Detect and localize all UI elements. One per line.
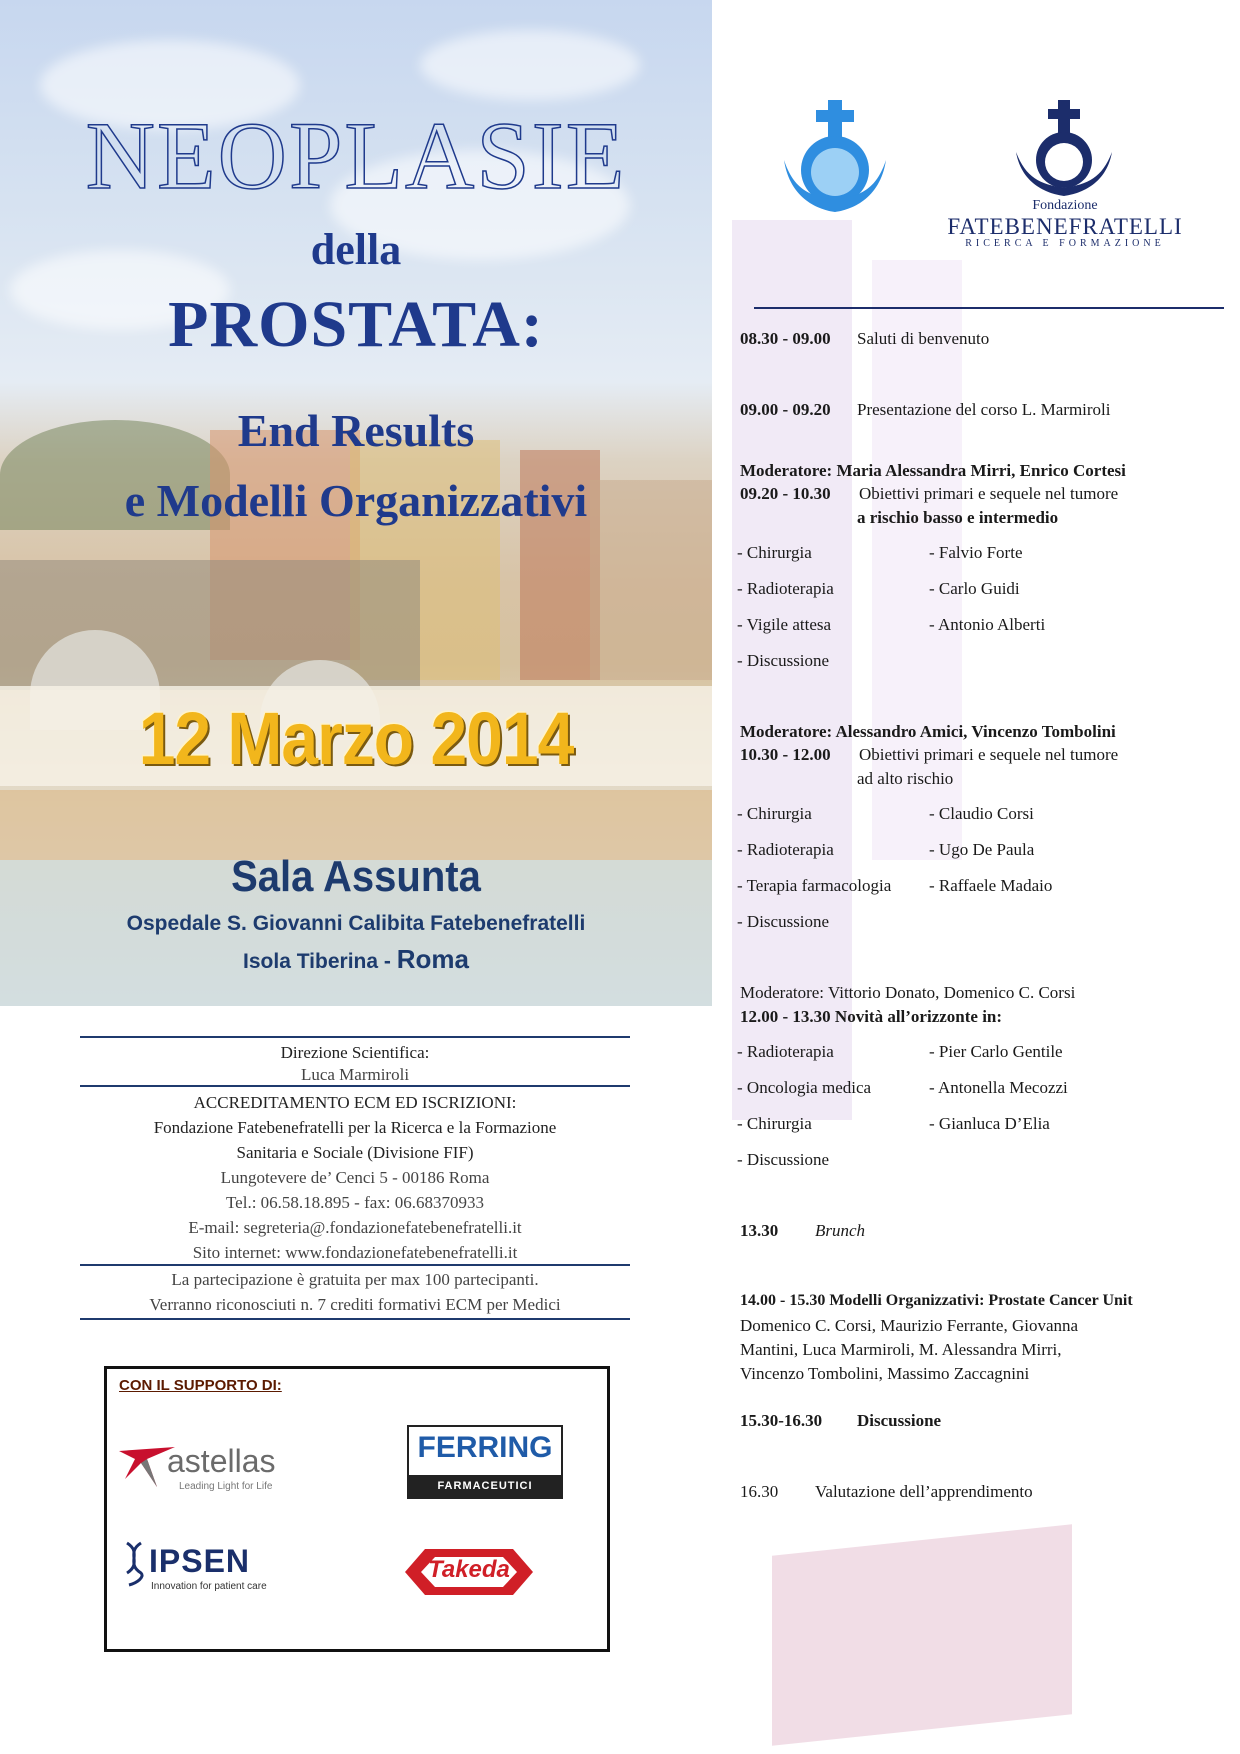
s4-time: 10.30 - 12.00 xyxy=(740,745,831,764)
ferring-logo xyxy=(407,1425,563,1499)
title-line-3: PROSTATA: xyxy=(168,288,544,361)
fatebenefratelli-emblem-light-icon xyxy=(780,100,890,240)
s1-title: Saluti di benvenuto xyxy=(857,329,990,348)
s4-speaker-2: - Ugo De Paula xyxy=(929,840,1035,859)
foundation-tagline: RICERCA E FORMAZIONE xyxy=(965,238,1165,249)
ferring-subtitle: FARMACEUTICI xyxy=(409,1475,561,1497)
s7-people-1: Domenico C. Corsi, Maurizio Ferrante, Giovanna xyxy=(740,1316,1079,1335)
ipsen-tagline: Innovation for patient care xyxy=(151,1581,267,1592)
s6-title: Brunch xyxy=(815,1221,866,1240)
program-rule xyxy=(754,307,1224,309)
s4-speaker-1: - Claudio Corsi xyxy=(929,804,1034,823)
s4-topic-3: - Terapia farmacologia xyxy=(737,876,892,895)
s5-moderator: Moderatore: Vittorio Donato, Domenico C. Corsi xyxy=(740,983,1076,1002)
direzione-name: Luca Marmiroli xyxy=(300,1065,410,1084)
s7-time-title: 14.00 - 15.30 Modelli Organizzativi: Prostate Cancer Unit xyxy=(740,1292,1133,1309)
s4-topic-1: - Chirurgia xyxy=(737,804,812,823)
info-rule-2 xyxy=(80,1085,630,1087)
s1-time: 08.30 - 09.00 xyxy=(740,329,831,348)
s9-time: 16.30 xyxy=(740,1482,779,1501)
s3-title-a: Obiettivi primari e sequele nel tumore xyxy=(859,484,1119,503)
org-line-1: Fondazione Fatebenefratelli per la Ricerca e la Formazione xyxy=(153,1118,557,1137)
foundation-small-label: Fondazione xyxy=(1032,198,1098,213)
s4-topic-2: - Radioterapia xyxy=(737,840,834,859)
support-title: CON IL SUPPORTO DI: xyxy=(119,1377,282,1394)
org-address: Lungotevere de’ Cenci 5 - 00186 Roma xyxy=(220,1168,490,1187)
s6-time: 13.30 xyxy=(740,1221,779,1240)
org-line-2: Sanitaria e Sociale (Divisione FIF) xyxy=(236,1143,474,1162)
fatebenefratelli-emblem-dark-icon xyxy=(1010,100,1120,200)
s5-speaker-1: - Pier Carlo Gentile xyxy=(929,1042,1063,1061)
s3-time: 09.20 - 10.30 xyxy=(740,484,831,503)
venue-location xyxy=(0,944,712,975)
takeda-wordmark: Takeda xyxy=(428,1556,510,1583)
s5-speaker-2: - Antonella Mecozzi xyxy=(929,1078,1068,1097)
s5-time-title: 12.00 - 13.30 Novità all’orizzonte in: xyxy=(740,1007,1003,1026)
ipsen-wordmark: IPSEN xyxy=(149,1543,251,1579)
foundation-name: FATEBENEFRATELLI xyxy=(947,214,1183,239)
ipsen-helix-icon xyxy=(121,1541,147,1587)
s3-topic-4: - Discussione xyxy=(737,651,830,670)
s3-moderator: Moderatore: Maria Alessandra Mirri, Enrico Cortesi xyxy=(740,461,1126,480)
org-phone: Tel.: 06.58.18.895 - fax: 06.68370933 xyxy=(225,1193,485,1212)
venue-name: Sala Assunta xyxy=(231,853,481,901)
s4-title-b: ad alto rischio xyxy=(857,769,954,788)
s4-title-a: Obiettivi primari e sequele nel tumore xyxy=(859,745,1119,764)
info-rule-bottom xyxy=(80,1318,630,1320)
s3-speaker-3: - Antonio Alberti xyxy=(929,615,1046,634)
info-rule-3 xyxy=(80,1264,630,1266)
takeda-logo xyxy=(399,1545,539,1599)
s5-topic-3: - Chirurgia xyxy=(737,1114,812,1133)
s9-title: Valutazione dell’apprendimento xyxy=(815,1482,1033,1501)
astellas-logo xyxy=(117,1427,317,1507)
subtitle-line-2: e Modelli Organizzativi xyxy=(124,475,588,526)
s4-topic-4: - Discussione xyxy=(737,912,830,931)
ferring-wordmark: FERRING xyxy=(417,1431,553,1464)
s4-moderator: Moderatore: Alessandro Amici, Vincenzo Tombolini xyxy=(740,722,1116,741)
subtitle-line-1: End Results xyxy=(237,405,475,456)
info-rule-top xyxy=(80,1036,630,1038)
ipsen-logo xyxy=(121,1541,321,1601)
s8-title: Discussione xyxy=(857,1411,942,1430)
s2-title: Presentazione del corso L. Marmiroli xyxy=(857,400,1111,419)
s3-title-b: a rischio basso e intermedio xyxy=(857,508,1059,527)
venue-city: Roma xyxy=(396,944,469,974)
s3-topic-1: - Chirurgia xyxy=(737,543,812,562)
s7-people-2: Mantini, Luca Marmiroli, M. Alessandra Mirri, xyxy=(740,1340,1062,1359)
direzione-label: Direzione Scientifica: xyxy=(280,1043,430,1062)
org-website[interactable]: Sito internet: www.fondazionefatebenefratelli.it xyxy=(192,1243,518,1262)
event-date: 12 Marzo 2014 xyxy=(138,696,574,780)
s3-topic-3: - Vigile attesa xyxy=(737,615,832,634)
s3-topic-2: - Radioterapia xyxy=(737,579,834,598)
s5-topic-4: - Discussione xyxy=(737,1150,830,1169)
s2-time: 09.00 - 09.20 xyxy=(740,400,831,419)
s5-speaker-3: - Gianluca D’Elia xyxy=(929,1114,1050,1133)
s8-time: 15.30-16.30 xyxy=(740,1411,823,1430)
support-box xyxy=(104,1366,610,1652)
s7-people-3: Vincenzo Tombolini, Massimo Zaccagnini xyxy=(740,1364,1030,1383)
s4-speaker-3: - Raffaele Madaio xyxy=(929,876,1053,895)
astellas-tagline: Leading Light for Life xyxy=(179,1481,273,1492)
venue-island: Isola Tiberina - xyxy=(243,950,397,973)
accreditamento-heading: ACCREDITAMENTO ECM ED ISCRIZIONI: xyxy=(193,1093,517,1112)
org-email[interactable]: E-mail: segreteria@.fondazionefatebenefratelli.it xyxy=(188,1218,522,1237)
s3-speaker-1: - Falvio Forte xyxy=(929,543,1023,562)
venue-hospital: Ospedale S. Giovanni Calibita Fatebenefratelli xyxy=(126,912,586,935)
s5-topic-1: - Radioterapia xyxy=(737,1042,834,1061)
s5-topic-2: - Oncologia medica xyxy=(737,1078,872,1097)
ecm-credits: Verranno riconosciuti n. 7 crediti formativi ECM per Medici xyxy=(149,1295,561,1314)
astellas-wordmark: astellas xyxy=(167,1443,276,1479)
title-line-1: NEOPLASIE xyxy=(85,102,627,209)
s3-speaker-2: - Carlo Guidi xyxy=(929,579,1020,598)
free-participation: La partecipazione è gratuita per max 100 partecipanti. xyxy=(171,1270,539,1289)
title-line-2: della xyxy=(310,225,402,274)
